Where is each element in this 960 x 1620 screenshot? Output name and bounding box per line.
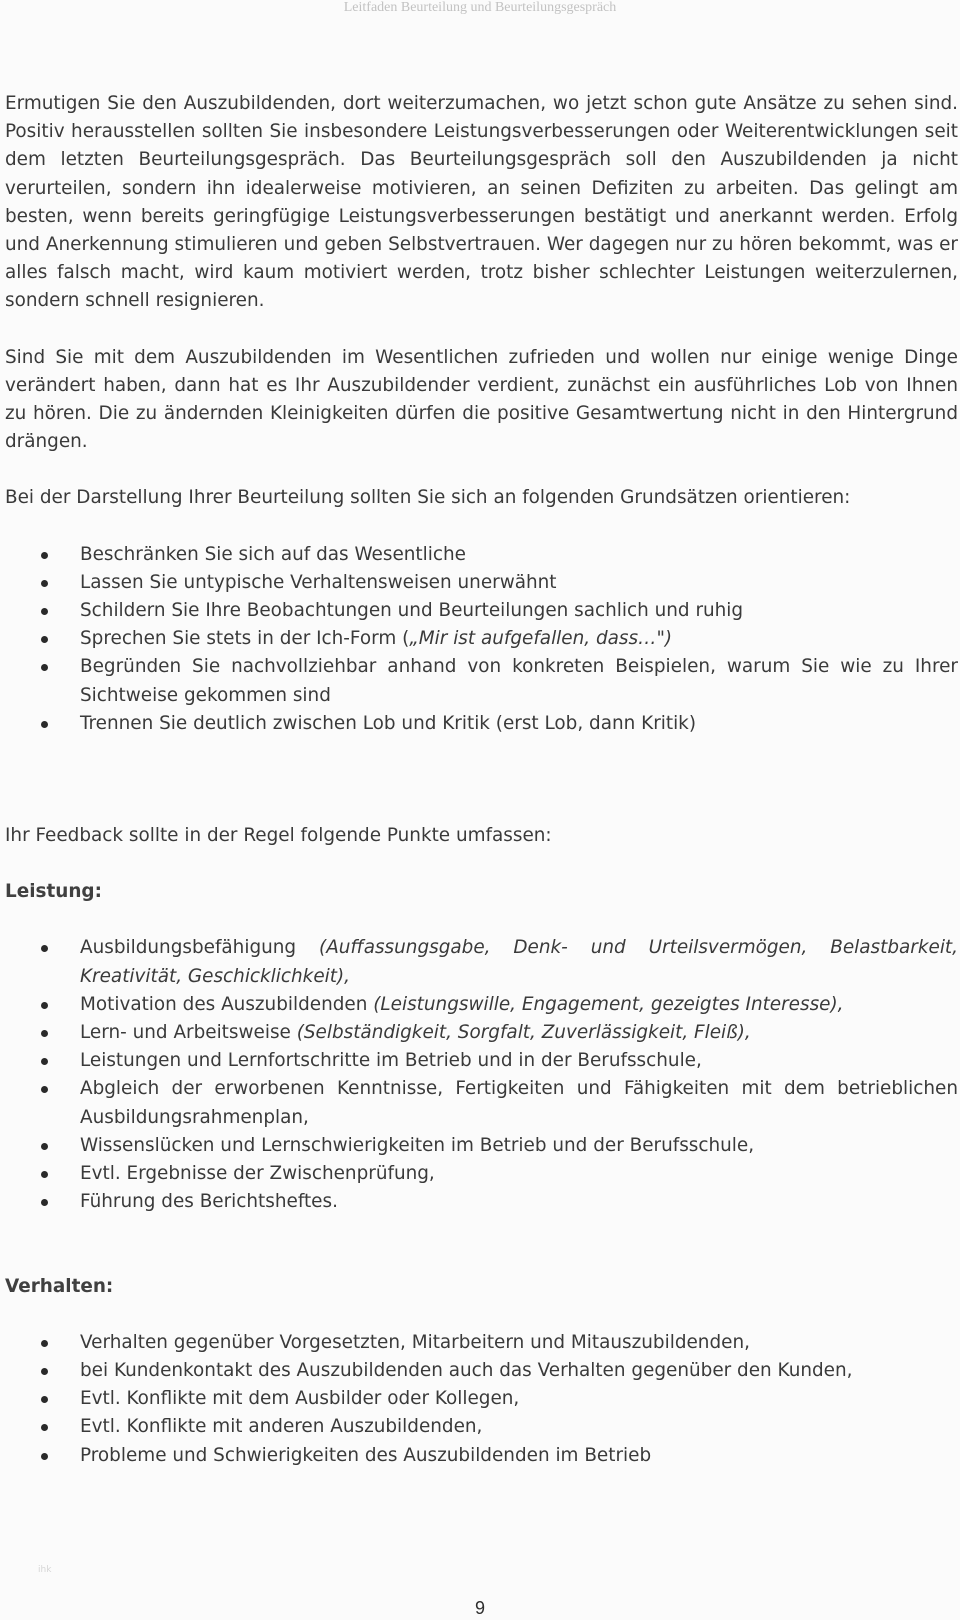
list-item: Lassen Sie untypische Verhaltensweisen unerwähnt <box>5 569 958 597</box>
paragraph-praise: Sind Sie mit dem Auszubildenden im Wesentlichen zufrieden und wollen nur einige wenige Dinge verändert haben, dann hat es Ihr Auszubildender verdient, zunächst ein ausführliches Lob von Ihnen zu hören. Die zu ändernden Kleinigkeiten dürfen die positive Gesamtwertung nicht in den Hintergrund drängen. <box>5 346 958 453</box>
bullet-icon <box>41 608 48 615</box>
list-item: Evtl. Ergebnisse der Zwischenprüfung, <box>5 1160 958 1188</box>
list-item: Motivation des Auszubildenden (Leistungswille, Engagement, gezeigtes Interesse), <box>5 991 958 1019</box>
list-item: Leistungen und Lernfortschritte im Betrieb und in der Berufsschule, <box>5 1047 958 1075</box>
bullet-icon <box>41 945 48 952</box>
bullet-icon <box>41 1396 48 1403</box>
footer-mark: ihk <box>38 1565 52 1575</box>
bullet-icon <box>41 1030 48 1037</box>
bullet-icon <box>41 1058 48 1065</box>
list-item: Evtl. Konflikte mit dem Ausbilder oder Kollegen, <box>5 1385 958 1413</box>
bullet-icon <box>41 1171 48 1178</box>
bullet-icon <box>41 721 48 728</box>
bullet-icon <box>41 1453 48 1460</box>
list-item: Schildern Sie Ihre Beobachtungen und Beurteilungen sachlich und ruhig <box>5 597 958 625</box>
list-item: Führung des Berichtsheftes. <box>5 1188 958 1216</box>
paragraph-encouragement: Ermutigen Sie den Auszubildenden, dort weiterzumachen, wo jetzt schon gute Ansätze zu sehen sind. Positiv herausstellen sollten Sie insbesondere Leistungsverbesserungen oder Weiterentwicklungen seit dem letzten Beurteilungsgespräch. Das Beurteilungsgespräch soll den Auszubildenden ja nicht verurteilen, sondern ihn idealerweise motivieren, an seinen Defiziten zu arbeiten. Das gelingt am besten, wenn bereits geringfügige Leistungsverbesserungen bestätigt und anerkannt werden. Erfolg und Anerkennung stimulieren und geben Selbstvertrauen. Wer dagegen nur zu hören bekommt, was er alles falsch macht, wird kaum motiviert werden, trotz bisher schlechter Leistungen weiterzulernen, sondern schnell resignieren. <box>5 93 958 312</box>
paragraph-feedback-intro: Ihr Feedback sollte in der Regel folgende Punkte umfassen: <box>5 825 552 847</box>
bullet-icon <box>41 1340 48 1347</box>
list-item: bei Kundenkontakt des Auszubildenden auch das Verhalten gegenüber den Kunden, <box>5 1357 958 1385</box>
list-item: Probleme und Schwierigkeiten des Auszubildenden im Betrieb <box>5 1442 958 1470</box>
bullet-icon <box>41 1143 48 1150</box>
list-item: Trennen Sie deutlich zwischen Lob und Kritik (erst Lob, dann Kritik) <box>5 710 958 738</box>
bullet-icon <box>41 580 48 587</box>
running-header: Leitfaden Beurteilung und Beurteilungsgespräch <box>343 0 617 15</box>
bullet-icon <box>41 1424 48 1431</box>
paragraph-principles-intro: Bei der Darstellung Ihrer Beurteilung sollten Sie sich an folgenden Grundsätzen orientieren: <box>5 487 851 509</box>
list-item: Begründen Sie nachvollziehbar anhand von konkreten Beispielen, warum Sie wie zu Ihrer Sichtweise gekommen sind <box>5 653 958 709</box>
bullet-icon <box>41 1199 48 1206</box>
list-item: Verhalten gegenüber Vorgesetzten, Mitarbeitern und Mitauszubildenden, <box>5 1329 958 1357</box>
bullet-icon <box>41 1368 48 1375</box>
bullet-icon <box>41 636 48 643</box>
leistung-list <box>5 934 958 1216</box>
principles-list <box>5 541 958 738</box>
list-item: Ausbildungsbefähigung (Auffassungsgabe, Denk- und Urteilsvermögen, Belastbarkeit, Kreativität, Geschicklichkeit), <box>5 934 958 990</box>
bullet-icon <box>41 1086 48 1093</box>
list-item: Abgleich der erworbenen Kenntnisse, Fertigkeiten und Fähigkeiten mit dem betrieblichen Ausbildungsrahmenplan, <box>5 1075 958 1131</box>
section-heading-leistung: Leistung: <box>5 881 102 903</box>
list-item: Wissenslücken und Lernschwierigkeiten im Betrieb und der Berufsschule, <box>5 1132 958 1160</box>
verhalten-list <box>5 1329 958 1470</box>
list-item: Beschränken Sie sich auf das Wesentliche <box>5 541 958 569</box>
body-content <box>5 90 958 1470</box>
bullet-icon <box>41 1002 48 1009</box>
page-number: 9 <box>474 1598 485 1618</box>
section-heading-verhalten: Verhalten: <box>5 1275 114 1297</box>
bullet-icon <box>41 552 48 559</box>
list-item: Evtl. Konflikte mit anderen Auszubildenden, <box>5 1413 958 1441</box>
list-item: Lern- und Arbeitsweise (Selbständigkeit, Sorgfalt, Zuverlässigkeit, Fleiß), <box>5 1019 958 1047</box>
list-item: Sprechen Sie stets in der Ich-Form („Mir ist aufgefallen, dass…") <box>5 625 958 653</box>
bullet-icon <box>41 664 48 671</box>
